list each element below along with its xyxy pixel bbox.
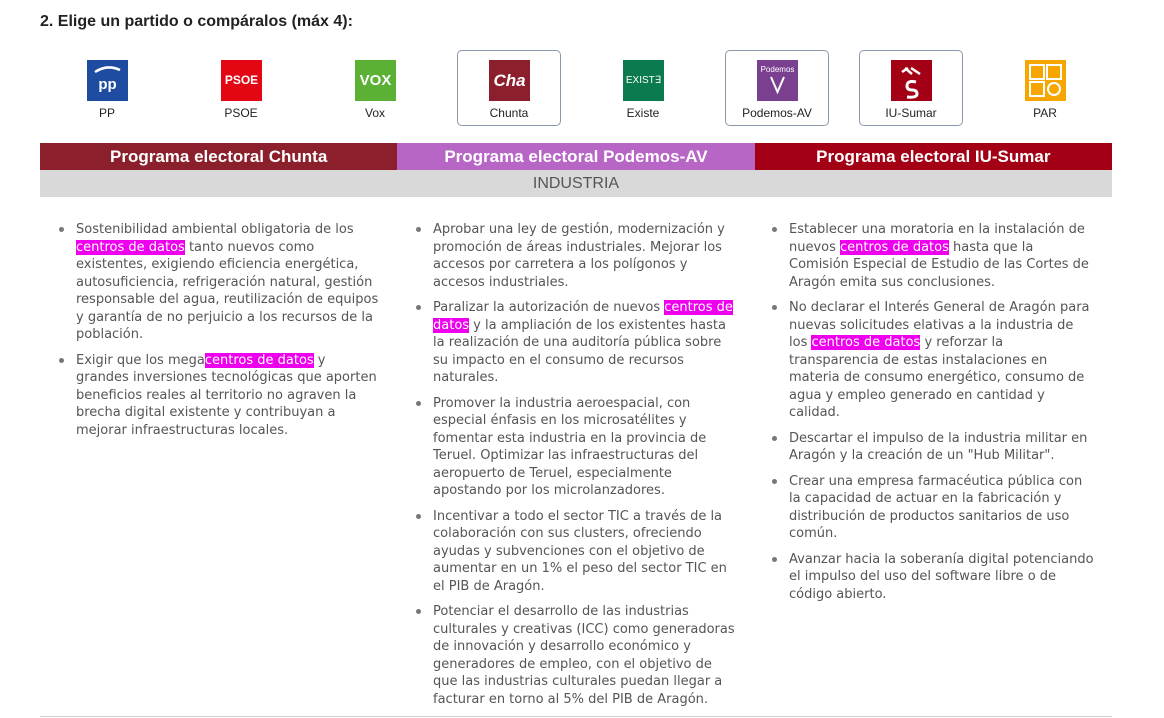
proposal-text: Paralizar la autorización de nuevos (433, 300, 665, 315)
proposal-item (769, 430, 1095, 465)
party-option-podemos[interactable] (725, 50, 829, 126)
proposal-text: Avanzar hacia la soberanía digital potenciando el impulso del uso del software libre o de código abierto. (789, 551, 1094, 602)
proposal-text: Promover la industria aeroespacial, con especial énfasis en los microsatélites y fomentar esta industria en la provincia de Teruel. Optimizar las infraestructuras del aeropuerto de Teruel, especialmente apostando por los microlanzadores. (433, 395, 707, 498)
iu-logo-icon (891, 60, 932, 101)
vox-logo-icon: VOX (355, 60, 396, 101)
party-option-pp[interactable] (55, 50, 159, 126)
step-title: 2. Elige un partido o compáralos (máx 4): (40, 13, 353, 30)
proposal-item (769, 221, 1095, 291)
psoe-logo-icon: PSOE (221, 60, 262, 101)
proposal-list (413, 221, 739, 708)
header-chunta: Programa electoral Chunta (40, 143, 397, 170)
proposal-text: y grandes inversiones tecnológicas que aporten beneficios reales al territorio no agraven la brecha digital existente y contribuyan a mejorar infraestructuras locales. (76, 352, 377, 438)
proposal-text: Potenciar el desarrollo de las industrias culturales y creativas (ICC) como generadoras de innovación y desarrollo económico y generadores de empleo, con el objetivo de que las industrias culturales puedan llegar a facturar en torno al 5% del PIB de Aragón. (433, 604, 735, 707)
proposal-item (56, 221, 382, 344)
party-label-psoe: PSOE (224, 106, 258, 120)
proposal-text: Exigir que los mega (76, 352, 205, 368)
highlight-term: centros de datos (840, 239, 949, 255)
party-label-pp: PP (98, 106, 115, 120)
chunta-logo-icon: Cha (489, 60, 530, 101)
party-option-chunta[interactable] (457, 50, 561, 126)
proposal-item (769, 551, 1095, 604)
proposal-item (413, 299, 739, 387)
proposal-item (56, 352, 382, 440)
header-iu-sumar: Programa electoral IU-Sumar (755, 143, 1112, 170)
party-label-existe: Existe (626, 106, 660, 120)
highlight-term: centros de datos (433, 300, 733, 333)
podemos-logo-icon: Podemos (757, 60, 798, 101)
proposal-item (413, 508, 739, 596)
proposal-text: y reforzar la transparencia de estas instalaciones en materia de consumo energético, consumo de agua y empleo generado en cantidad y calidad. (789, 335, 1085, 420)
proposal-text: y la ampliación de los existentes hasta la realización de una auditoría pública sobre su impacto en el consumo de recursos naturales. (433, 317, 726, 385)
proposal-item (413, 395, 739, 500)
party-option-vox[interactable] (323, 50, 427, 126)
existe-logo-icon: EXIST∃ (623, 60, 664, 101)
party-label-iu-sumar: IU-Sumar (885, 106, 937, 120)
header-podemos: Programa electoral Podemos-AV (397, 143, 754, 170)
party-label-chunta: Chunta (489, 106, 529, 120)
par-logo-icon (1025, 60, 1066, 101)
svg-text:pp: pp (98, 76, 117, 93)
proposal-text: Aprobar una ley de gestión, modernización y promoción de áreas industriales. Mejorar los accesos por carretera a los polígonos y accesos industriales. (433, 222, 725, 290)
proposal-item (769, 299, 1095, 422)
party-selector (40, 50, 1112, 126)
proposal-text: tanto nuevos como existentes, exigiendo eficiencia energética, autosuficiencia, refrigeración natural, gestión responsable del agua, reutilización de equipos y garantía de no perjuicio a los recursos de la población. (76, 239, 379, 342)
column-iu-sumar (769, 221, 1095, 611)
party-option-iu-sumar[interactable] (859, 50, 963, 126)
party-option-psoe[interactable] (189, 50, 293, 126)
party-label-podemos: Podemos-AV (742, 106, 812, 120)
proposal-text: hasta que la Comisión Especial de Estudio de las Cortes de Aragón emita sus conclusiones. (789, 239, 1089, 290)
pp-logo-icon (87, 60, 128, 101)
proposal-text: No declarar el Interés General de Aragón para nuevas solicitudes elativas a la industria de los (789, 300, 1090, 350)
comparison-headers (40, 143, 1112, 170)
proposal-text: Sostenibilidad ambiental obligatoria de los (76, 222, 354, 237)
proposal-item (413, 603, 739, 708)
proposal-text: Incentivar a todo el sector TIC a través de la colaboración con sus clusters, ofreciendo ayudas y subvenciones con el objetivo de aumentar en un 1% el peso del sector TIC en el PIB de Aragón. (433, 508, 727, 594)
highlight-term: centros de datos (204, 352, 314, 368)
party-label-vox: Vox (364, 106, 385, 120)
proposal-list (56, 221, 382, 439)
divider (40, 716, 1112, 717)
column-chunta (56, 221, 382, 447)
section-title: INDUSTRIA (40, 170, 1112, 197)
party-label-par: PAR (1033, 106, 1057, 120)
party-option-existe[interactable] (591, 50, 695, 126)
party-option-par[interactable] (993, 50, 1097, 126)
proposal-text: Establecer una moratoria en la instalación de nuevos (789, 222, 1085, 255)
proposal-item (413, 221, 739, 291)
highlight-term: centros de datos (76, 239, 185, 255)
column-podemos (413, 221, 739, 716)
proposal-item (769, 473, 1095, 543)
proposal-text: Descartar el impulso de la industria militar en Aragón y la creación de un "Hub Militar". (789, 430, 1088, 463)
proposal-list (769, 221, 1095, 603)
proposal-text: Crear una empresa farmacéutica pública con la capacidad de actuar en la fabricación y distribución de productos sanitarios de uso común. (789, 473, 1083, 541)
highlight-term: centros de datos (811, 335, 921, 350)
